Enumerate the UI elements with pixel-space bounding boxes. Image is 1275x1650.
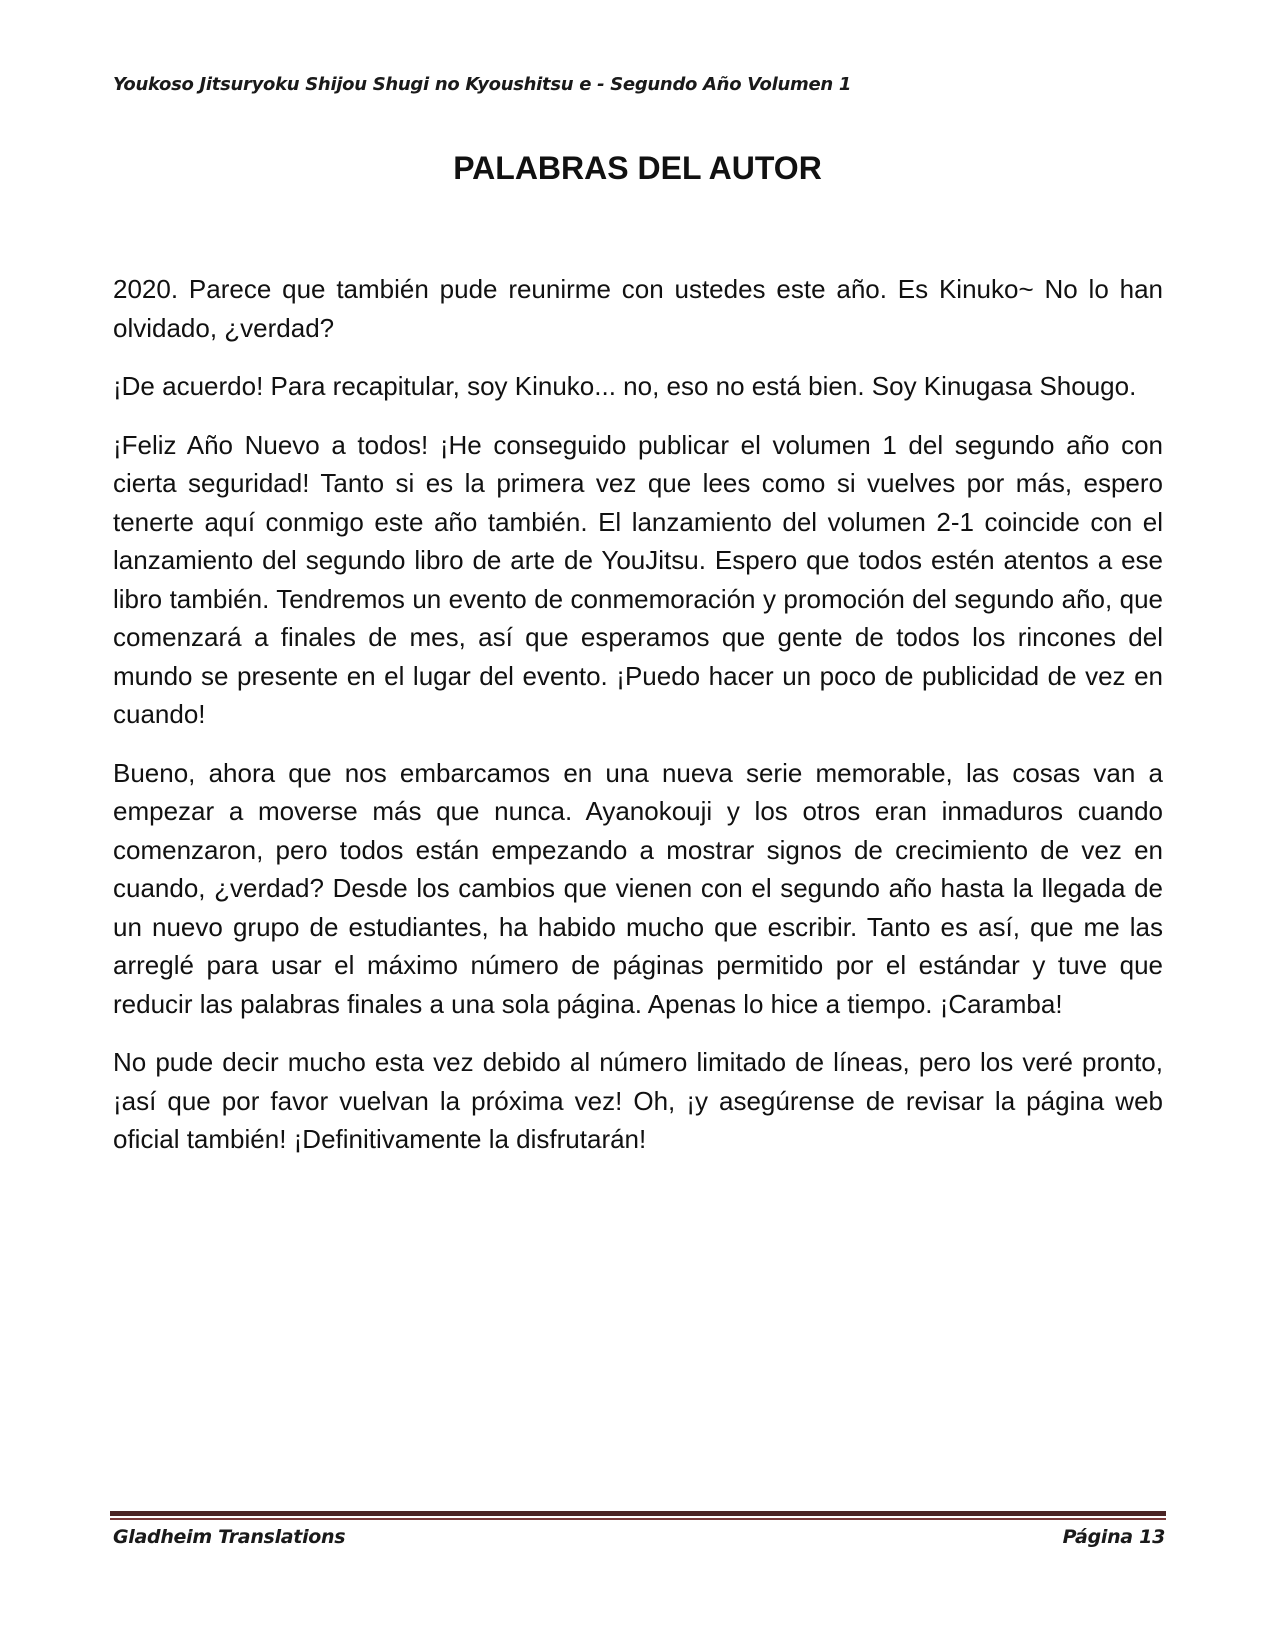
chapter-title: PALABRAS DEL AUTOR	[453, 150, 822, 186]
running-header: Youkoso Jitsuryoku Shijou Shugi no Kyoushitsu e - Segundo Año Volumen 1	[113, 74, 852, 95]
paragraph: Bueno, ahora que nos embarcamos en una nueva serie memorable, las cosas van a empezar a moverse más que nunca. Ayanokouji y los otros eran inmaduros cuando comenzaron, pero todos están empezando a mostrar signos de crecimiento de vez en cuando, ¿verdad? Desde los cambios que vienen con el segundo año hasta la llegada de un nuevo grupo de estudiantes, ha habido mucho que escribir. Tanto es así, que me las arreglé para usar el máximo número de páginas permitido por el estándar y tuve que reducir las palabras finales a una sola página. Apenas lo hice a tiempo. ¡Caramba!	[113, 757, 1163, 1019]
paragraph: ¡De acuerdo! Para recapitular, soy Kinuko... no, eso no está bien. Soy Kinugasa Shougo.	[113, 371, 1137, 401]
paragraph: ¡Feliz Año Nuevo a todos! ¡He conseguido publicar el volumen 1 del segundo año con cierta seguridad! Tanto si es la primera vez que lees como si vuelves por más, espero tenerte aquí conmigo este año también. El lanzamiento del volumen 2-1 coincide con el lanzamiento del segundo libro de arte de YouJitsu. Espero que todos estén atentos a ese libro también. Tendremos un evento de conmemoración y promoción del segundo año, que comenzará a finales de mes, así que esperamos que gente de todos los rincones del mundo se presente en el lugar del evento. ¡Puedo hacer un poco de publicidad de vez en cuando!	[113, 429, 1163, 729]
footer-rule-thin	[110, 1518, 1166, 1520]
paragraph: No pude decir mucho esta vez debido al número limitado de líneas, pero los veré pronto, ¡así que por favor vuelvan la próxima vez! Oh, ¡y asegúrense de revisar la página web oficial también! ¡Definitivamente la disfrutarán!	[113, 1047, 1163, 1154]
footer-rule	[110, 1511, 1166, 1516]
body-text	[113, 270, 1163, 1179]
footer-translator: Gladheim Translations	[113, 1526, 346, 1548]
footer-page-number: Página 13	[1062, 1526, 1165, 1548]
paragraph: 2020. Parece que también pude reunirme con ustedes este año. Es Kinuko~ No lo han olvidado, ¿verdad?	[113, 274, 1163, 343]
